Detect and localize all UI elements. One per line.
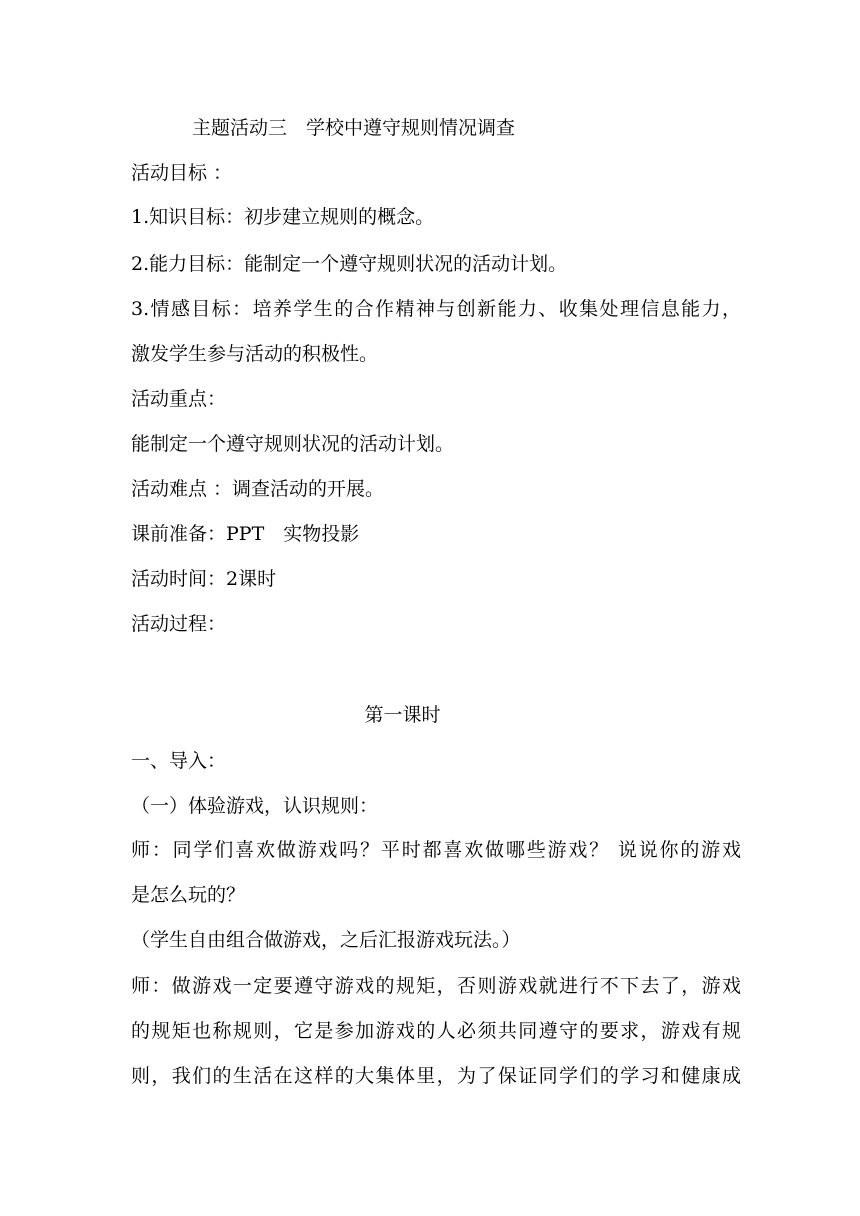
key-point-text: 能制定一个遵守规则状况的活动计划。 xyxy=(131,433,455,455)
subsection-1-heading: （一）体验游戏，认识规则： xyxy=(131,795,379,817)
teacher-paragraph-line-1: 师：做游戏一定要遵守游戏的规矩，否则游戏就进行不下去了，游戏 xyxy=(131,975,741,997)
goal-emotion-line-1: 3.情感目标：培养学生的合作精神与创新能力、收集处理信息能力， xyxy=(131,298,741,320)
teacher-question-line-2: 是怎么玩的？ xyxy=(131,884,246,906)
preparation-text: 课前准备：PPT 实物投影 xyxy=(131,523,360,545)
goal-knowledge: 1.知识目标：初步建立规则的概念。 xyxy=(131,206,435,228)
teacher-question-line-1: 师：同学们喜欢做游戏吗？平时都喜欢做哪些游戏？ 说说你的游戏 xyxy=(131,839,741,861)
teacher-paragraph-line-2: 的规矩也称规则，它是参加游戏的人必须共同遵守的要求，游戏有规 xyxy=(131,1020,741,1042)
students-note: （学生自由组合做游戏，之后汇报游戏玩法。） xyxy=(131,929,521,951)
teacher-paragraph-line-3: 则，我们的生活在这样的大集体里，为了保证同学们的学习和健康成 xyxy=(131,1065,741,1087)
section-1-heading: 一、导入： xyxy=(131,750,227,772)
time-text: 活动时间：2课时 xyxy=(131,568,277,590)
document-title: 主题活动三 学校中遵守规则情况调查 xyxy=(192,117,516,139)
goals-heading: 活动目标 ： xyxy=(131,162,233,184)
goal-ability: 2.能力目标：能制定一个遵守规则状况的活动计划。 xyxy=(131,253,568,275)
process-heading: 活动过程： xyxy=(131,613,227,635)
difficulty-text: 活动难点 ：调查活动的开展。 xyxy=(131,478,385,500)
lesson-heading: 第一课时 xyxy=(364,704,441,726)
goal-emotion-line-2: 激发学生参与活动的积极性。 xyxy=(131,343,379,365)
key-point-heading: 活动重点： xyxy=(131,388,227,410)
